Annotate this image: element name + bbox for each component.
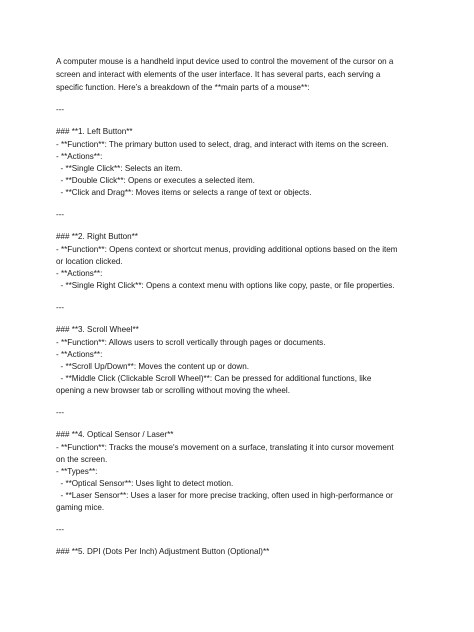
intro-line-3: specific function. Here’s a breakdown of the **main parts of a mouse**: xyxy=(56,83,310,92)
body-line: - **Actions**: xyxy=(56,350,103,359)
body-line: - **Function**: Opens context or shortcut menus, providing additional options based on the item xyxy=(56,245,398,254)
body-line: opening a new browser tab or scrolling without moving the wheel. xyxy=(56,386,290,395)
separator: --- xyxy=(56,210,65,219)
separator: --- xyxy=(56,525,65,534)
body-line: on the screen. xyxy=(56,455,108,464)
body-line: - **Scroll Up/Down**: Moves the content up or down. xyxy=(56,362,249,371)
separator: --- xyxy=(56,105,65,114)
body-line: - **Function**: The primary button used to select, drag, and interact with items on the screen. xyxy=(56,140,389,149)
body-line: - **Actions**: xyxy=(56,152,103,161)
body-line: or location clicked. xyxy=(56,257,123,266)
section-heading-left-button: ### **1. Left Button** xyxy=(56,127,133,136)
body-line: - **Click and Drag**: Moves items or selects a range of text or objects. xyxy=(56,188,312,197)
section-heading-scroll-wheel: ### **3. Scroll Wheel** xyxy=(56,325,139,334)
body-line: gaming mice. xyxy=(56,503,105,512)
body-line: - **Middle Click (Clickable Scroll Wheel)**: Can be pressed for additional functions, like xyxy=(56,374,372,383)
section-heading-optical-sensor: ### **4. Optical Sensor / Laser** xyxy=(56,430,174,439)
body-line: - **Types**: xyxy=(56,467,98,476)
body-line: - **Optical Sensor**: Uses light to detect motion. xyxy=(56,479,234,488)
section-heading-dpi-button: ### **5. DPI (Dots Per Inch) Adjustment Button (Optional)** xyxy=(56,547,270,556)
intro-line-2: screen and interact with elements of the user interface. It has several parts, each serving a xyxy=(56,70,381,79)
body-line: - **Actions**: xyxy=(56,269,103,278)
body-line: - **Function**: Tracks the mouse's movement on a surface, translating it into cursor movement xyxy=(56,443,394,452)
separator: --- xyxy=(56,303,65,312)
body-line: - **Single Right Click**: Opens a context menu with options like copy, paste, or file properties. xyxy=(56,281,395,290)
separator: --- xyxy=(56,408,65,417)
body-line: - **Function**: Allows users to scroll vertically through pages or documents. xyxy=(56,338,326,347)
section-heading-right-button: ### **2. Right Button** xyxy=(56,232,138,241)
intro-line-1: A computer mouse is a handheld input device used to control the movement of the cursor on a xyxy=(56,57,394,66)
body-line: - **Single Click**: Selects an item. xyxy=(56,164,183,173)
body-line: - **Laser Sensor**: Uses a laser for more precise tracking, often used in high-performance or xyxy=(56,491,393,500)
body-line: - **Double Click**: Opens or executes a selected item. xyxy=(56,176,255,185)
